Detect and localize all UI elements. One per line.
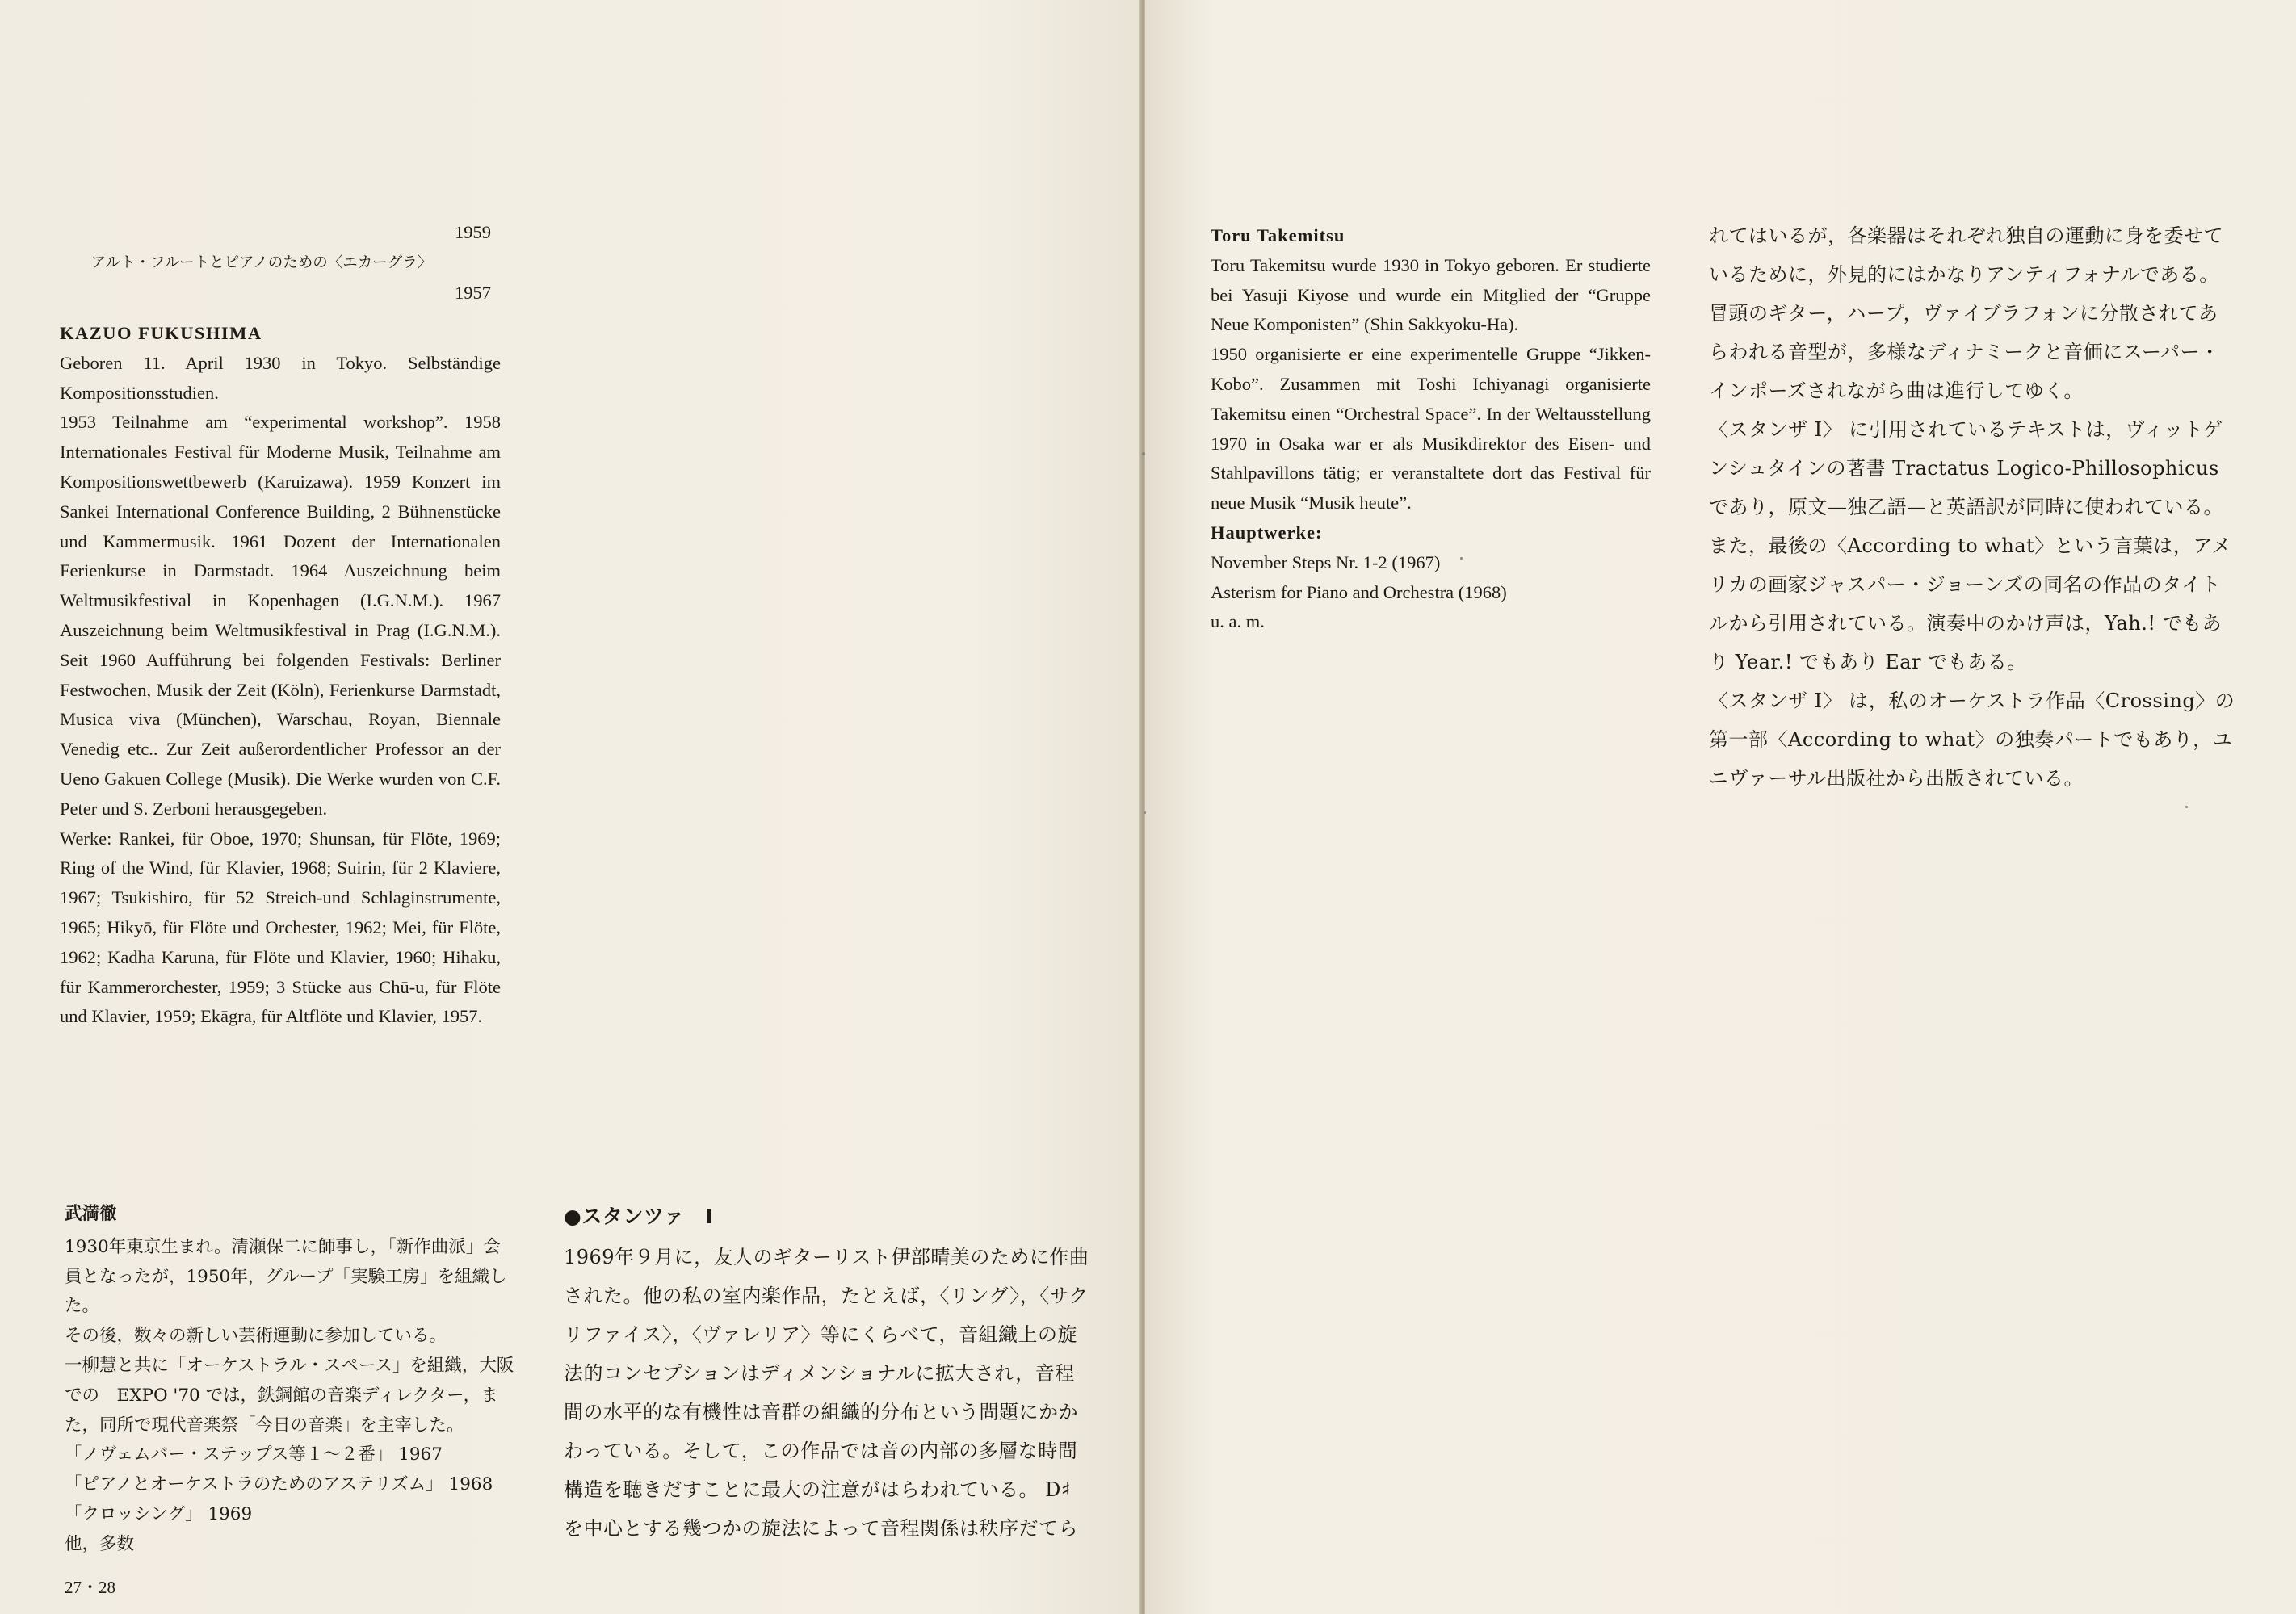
takemitsu-de-paragraph: Toru Takemitsu wurde 1930 in Tokyo geboren. Er studierte bei Yasuji Kiyose und wurde ein Mitglied der “Gruppe Neue Komponisten” (Shin Sakkyoku-Ha). bbox=[1211, 254, 1651, 335]
takemitsu-jp-work: 他，多数 bbox=[65, 1533, 135, 1554]
works-item: u. a. m. bbox=[1211, 611, 1265, 632]
paper-speck bbox=[2185, 806, 2188, 808]
stanza-paragraph: 〈スタンザ I〉 に引用されているテキストは，ヴィットゲンシュタインの著書 Tractatus Logico-Phillosophicus であり，原文—独乙語—と英語訳が同時に使われている。また，最後の〈According to what〉という言葉は，アメリカの画家ジャスパー・ジョーンズの同名の作品のタイトルから引用されている。演奏中のかけ声は，Yah.! でもあり Year.! でもあり Ear でもある。 bbox=[1709, 418, 2231, 673]
takemitsu-bio-de bbox=[1211, 221, 1651, 637]
stanza-heading: ●スタンツァ I bbox=[564, 1205, 713, 1228]
takemitsu-jp-paragraph: その後，数々の新しい芸術運動に参加している。 bbox=[65, 1326, 447, 1347]
fragment-title: アルト・フルートとピアノのための〈エカーグラ〉 bbox=[90, 254, 433, 271]
takemitsu-jp-work: 「ノヴェムバー・ステップス等１〜２番」 1967 bbox=[65, 1444, 443, 1465]
takemitsu-jp-paragraph: 1930年東京生まれ。清瀬保二に師事し，「新作曲派」会員となったが，1950年，グループ「実験工房」を組織した。 bbox=[65, 1236, 507, 1317]
paper-speck bbox=[1144, 811, 1146, 814]
fragment-year-2: 1957 bbox=[455, 282, 491, 303]
fukushima-paragraph: 1953 Teilnahme am “experimental workshop”. 1958 Internationales Festival für Moderne Musik, Teilnahme am Kompositionswettbewerb (Karuizawa). 1959 Konzert im Sankei International Conference Building, 2 Bühnenstücke und Kammermusik. 1961 Dozent der Internationalen Ferienkurse in Darmstadt. 1964 Auszeichnung beim Weltmusikfestival in Kopenhagen (I.G.N.M.). 1967 Auszeichnung beim Weltmusikfestival in Prag (I.G.N.M.). Seit 1960 Aufführung bei folgenden Festivals: Berliner Festwochen, Musik der Zeit (Köln), Ferienkurse Darmstadt, Musica viva (München), Warschau, Royan, Biennale Venedig etc.. Zur Zeit außerordentlicher Professor an der Ueno Gakuen College (Musik). Die Werke wurden von C.F. Peter und S. Zerboni herausgegeben. bbox=[60, 412, 501, 819]
works-item: Asterism for Piano and Orchestra (1968) bbox=[1211, 581, 1507, 602]
takemitsu-jp-work: 「ピアノとオーケストラのためのアステリズム」 1968 bbox=[65, 1474, 493, 1495]
paper-speck bbox=[1142, 452, 1145, 455]
takemitsu-jp-paragraph: 一柳慧と共に「オーケストラル・スペース」を組織，大阪での EXPO '70 では，鉄鋼館の音楽ディレクター，また，同所で現代音楽祭「今日の音楽」を主宰した。 bbox=[65, 1355, 514, 1436]
page-number: 27・28 bbox=[65, 1578, 115, 1597]
paper-speck bbox=[1460, 557, 1463, 560]
takemitsu-jp-heading: 武満徹 bbox=[65, 1204, 117, 1224]
takemitsu-bio-jp bbox=[65, 1200, 517, 1560]
fukushima-heading: KAZUO FUKUSHIMA bbox=[60, 323, 262, 343]
fukushima-works: Werke: Rankei, für Oboe, 1970; Shunsan, für Flöte, 1969; Ring of the Wind, für Klavier, 1968; Suirin, für 2 Klaviere, 1967; Tsukishiro, für 52 Streich-und Schlaginstrumente, 1965; Hikyō, für Flöte und Orchester, 1962; Mei, für Flöte, 1962; Kadha Karuna, für Flöte und Klavier, 1960; Hihaku, für Kammerorchester, 1959; 3 Stücke aus Chū-u, für Flöte und Klavier, 1959; Ekāgra, für Altflöte und Klavier, 1957. bbox=[60, 828, 501, 1027]
stanza-paragraph: 1969年９月に，友人のギターリスト伊部晴美のために作曲された。他の私の室内楽作品，たとえば，〈リング〉，〈サクリファイス〉，〈ヴァレリア〉等にくらべて，音組織上の旋法的コンセプションはディメンショナルに拡大され，音程間の水平的な有機性は音群の組織的分布という問題にかかわっている。そして，この作品では音の内部の多層な時間構造を聴きだすことに最大の注意がはらわれている。 D♯を中心とする幾つかの旋法によって音程関係は秩序だてら bbox=[564, 1246, 1089, 1540]
takemitsu-jp-work: 「クロッシング」 1969 bbox=[65, 1503, 253, 1524]
takemitsu-de-paragraph: 1950 organisierte er eine experimentelle Gruppe “Jikken-Kobo”. Zusammen mit Toshi Ichiyanagi organisierte Takemitsu einen “Orchestral Space”. In der Weltausstellung 1970 in Osaka war er als Musikdirektor des Eisen- und Stahlpavillons tätig; er veranstaltete dort das Festival für neue Musik “Musik heute”. bbox=[1211, 344, 1651, 514]
takemitsu-de-heading: Toru Takemitsu bbox=[1211, 225, 1345, 245]
program-fragment bbox=[57, 218, 491, 308]
stanza-paragraph: 〈スタンザ I〉 は，私のオーケストラ作品〈Crossing〉の第一部〈According to what〉の独奏パートでもあり，ユニヴァーサル出版社から出版されている。 bbox=[1709, 690, 2235, 790]
works-heading: Hauptwerke: bbox=[1211, 522, 1323, 543]
stanza-paragraph: れてはいるが，各楽器はそれぞれ独自の運動に身を委せているために，外見的にはかなりアンティフォナルである。冒頭のギター，ハープ，ヴァイブラフォンに分散されてあらわれる音型が，多様なディナミークと音価にスーパー・インポーズされながら曲は進行してゆく。 bbox=[1709, 224, 2223, 402]
right-page bbox=[1145, 0, 2296, 1614]
fragment-year-1: 1959 bbox=[455, 222, 491, 242]
fukushima-paragraph: Geboren 11. April 1930 in Tokyo. Selbständige Kompositionsstudien. bbox=[60, 352, 501, 403]
works-item: November Steps Nr. 1-2 (1967) bbox=[1211, 551, 1441, 572]
left-page bbox=[0, 0, 1140, 1614]
stanza-notes bbox=[564, 1197, 1090, 1548]
stanza-notes-continued bbox=[1709, 216, 2238, 798]
fukushima-bio bbox=[60, 319, 501, 1032]
